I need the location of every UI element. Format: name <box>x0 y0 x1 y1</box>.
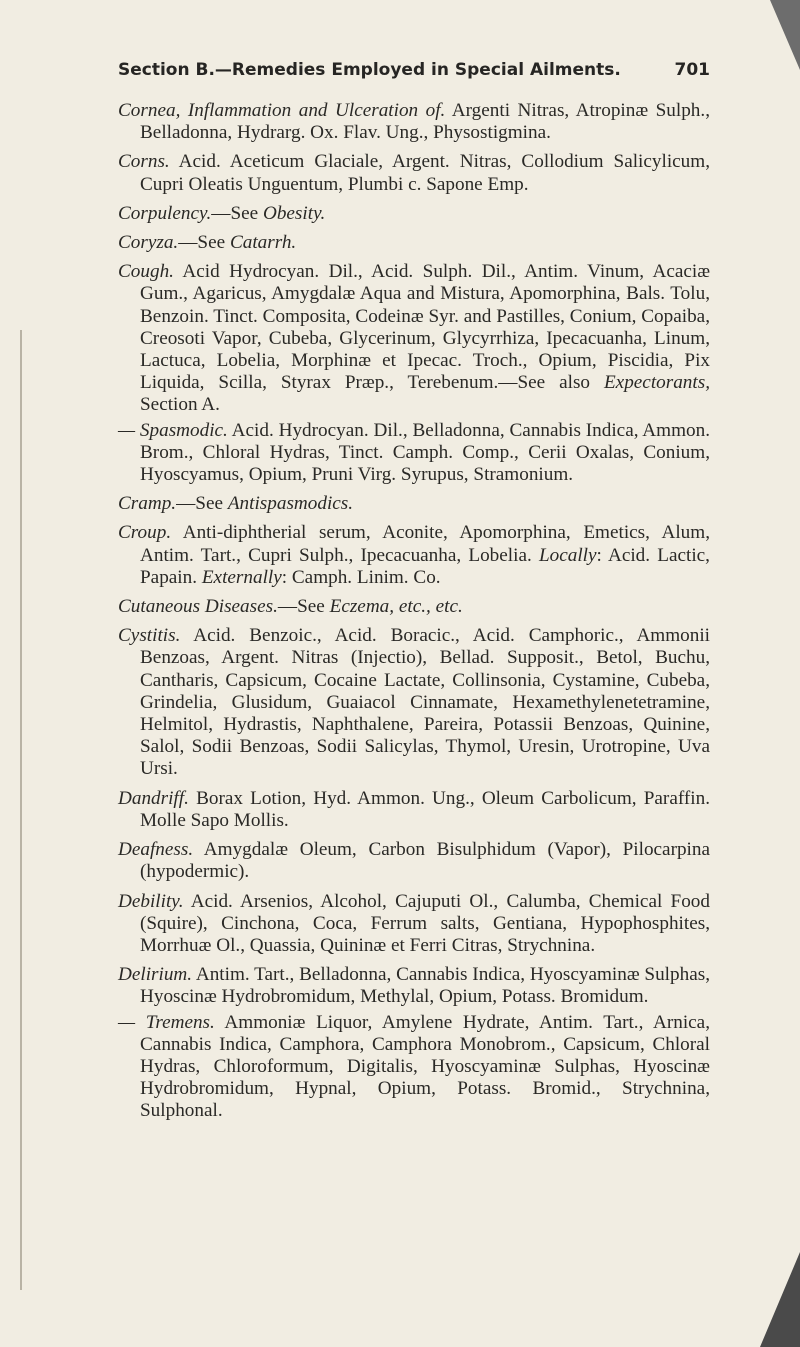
binding-edge-line <box>20 330 22 1290</box>
locally-label: Locally <box>538 544 597 566</box>
entry-cough <box>118 261 710 416</box>
entry-text: —See <box>178 232 230 254</box>
entry-cough-spasmodic <box>118 420 710 487</box>
entry-text: Anti-diphtherial serum, Aconite, Apomorphina, Emetics, Alum, Antim. Tart., Cupri Sulph., Ipecacuanha, Lobelia. <box>140 522 710 566</box>
cross-reference: Eczema, etc., etc. <box>329 596 463 618</box>
entry-deafness <box>118 839 710 883</box>
entry-delirium-tremens <box>118 1012 710 1123</box>
entry-text: Acid. Arsenios, Alcohol, Cajuputi Ol., Calumba, Chemical Food (Squire), Cinchona, Coca, Ferrum salts, Gentiana, Hypophosphites, Morrhuæ Ol., Quassia, Quininæ et Ferri Citras, Strychnina. <box>140 890 710 956</box>
page-corner-shadow-bottom <box>760 1252 800 1347</box>
entry-cystitis <box>118 625 710 780</box>
entry-text: —See <box>277 596 330 618</box>
entry-term: Cramp. <box>118 493 177 515</box>
entry-debility <box>118 891 710 958</box>
entry-term: — Spasmodic. <box>118 419 228 441</box>
entry-text: Borax Lotion, Hyd. Ammon. Ung., Oleum Carbolicum, Paraffin. Molle Sapo Mollis. <box>140 787 710 831</box>
entry-term: Coryza. <box>118 232 179 254</box>
page-header <box>118 60 710 80</box>
entry-text: Argenti Nitras, Atropinæ Sulph., Belladonna, Hydrarg. Ox. Flav. Ung., Physostigmina. <box>140 100 710 144</box>
entry-term: Croup. <box>118 522 172 544</box>
entry-cutaneous-diseases <box>118 596 710 618</box>
entry-text: Acid. Aceticum Glaciale, Argent. Nitras, Collodium Salicylicum, Cupri Oleatis Unguentum, Plumbi c. Sapone Emp. <box>140 151 710 195</box>
entry-term: Cough. <box>118 261 174 283</box>
entry-text: —See <box>176 493 228 515</box>
externally-label: Externally <box>201 566 282 588</box>
remedy-list <box>118 100 710 1130</box>
entry-tail: : Acid. Lactic, Papain. <box>140 544 710 588</box>
entry-term: Cystitis. <box>118 625 181 647</box>
section-title: Section B.—Remedies Employed in Special Ailments. <box>118 60 621 80</box>
entry-text: Antim. Tart., Belladonna, Cannabis Indica, Hyoscyaminæ Sulphas, Hyoscinæ Hydrobromidum, Methylal, Opium, Potass. Bromidum. <box>140 964 710 1008</box>
entry-text: Acid Hydrocyan. Dil., Acid. Sulph. Dil., Antim. Vinum, Acaciæ Gum., Agaricus, Amygdalæ Aqua and Mistura, Apomorphina, Bals. Tolu, Benzoin. Tinct. Composita, Codeinæ Syr. and Pastilles, Conium, Copaiba, Creosoti Vapor, Cubeba, Glycerinum, Glycyrrhiza, Ipecacuanha, Linum, Lactuca, Lobelia, Morphinæ et Ipecac. Troch., Opium, Piscidia, Pix Liquida, Scilla, Styrax Præp., Terebenum.—See also <box>140 261 710 394</box>
entry-term: — Tremens. <box>118 1011 215 1033</box>
cross-reference: Catarrh. <box>229 232 297 254</box>
entry-term: Corns. <box>118 151 170 173</box>
entry-corns <box>118 151 710 195</box>
entry-dandriff <box>118 788 710 832</box>
entry-term: Deafness. <box>118 839 194 861</box>
entry-delirium <box>118 964 710 1008</box>
page-number: 701 <box>674 60 710 80</box>
entry-text: Acid. Benzoic., Acid. Boracic., Acid. Camphoric., Ammonii Benzoas, Argent. Nitras (Injectio), Bellad. Supposit., Betol, Buchu, Cantharis, Capsicum, Cocaine Lactate, Collinsonia, Cystamine, Cubeba, Grindelia, Glusidum, Guaiacol Cinnamate, Hexamethylenetetramine, Helmitol, Hydrastis, Naphthalene, Pareira, Potassii Benzoas, Quinine, Salol, Sodii Benzoas, Sodii Salicylas, Thymol, Uresin, Urotropine, Uva Ursi. <box>140 625 710 780</box>
cross-reference: Antispasmodics. <box>227 493 354 515</box>
entry-tail: : Camph. Linim. Co. <box>281 566 441 588</box>
entry-term: Dandriff. <box>118 787 189 809</box>
entry-croup <box>118 522 710 589</box>
cross-reference: Expectorants, <box>603 372 710 394</box>
entry-term: Corpulency. <box>118 202 212 224</box>
entry-text: Ammoniæ Liquor, Amylene Hydrate, Antim. Tart., Arnica, Cannabis Indica, Camphora, Camphora Monobrom., Capsicum, Chloral Hydras, Chloroformum, Digitalis, Hyoscyaminæ Sulphas, Hyoscinæ Hydrobromidum, Hypnal, Opium, Potass. Bromid., Strychnina, Sulphonal. <box>140 1011 710 1122</box>
entry-tail: Section A. <box>140 394 220 416</box>
entry-cramp <box>118 493 710 515</box>
entry-term: Cutaneous Diseases. <box>118 596 278 618</box>
entry-text: Acid. Hydrocyan. Dil., Belladonna, Cannabis Indica, Ammon. Brom., Chloral Hydras, Tinct. Camph. Comp., Cerii Oxalas, Conium, Hyoscyamus, Opium, Pruni Virg. Syrupus, Stramonium. <box>140 419 710 486</box>
entry-term: Cornea, Inflammation and Ulceration of. <box>118 100 446 121</box>
entry-term: Debility. <box>118 890 184 912</box>
entry-term: Delirium. <box>118 964 193 986</box>
entry-text: —See <box>211 202 263 224</box>
entry-coryza <box>118 232 710 254</box>
entry-cornea <box>118 100 710 144</box>
page-corner-shadow <box>770 0 800 70</box>
cross-reference: Obesity. <box>262 202 326 224</box>
entry-text: Amygdalæ Oleum, Carbon Bisulphidum (Vapor), Pilocarpina (hypodermic). <box>140 839 710 883</box>
entry-corpulency <box>118 203 710 225</box>
